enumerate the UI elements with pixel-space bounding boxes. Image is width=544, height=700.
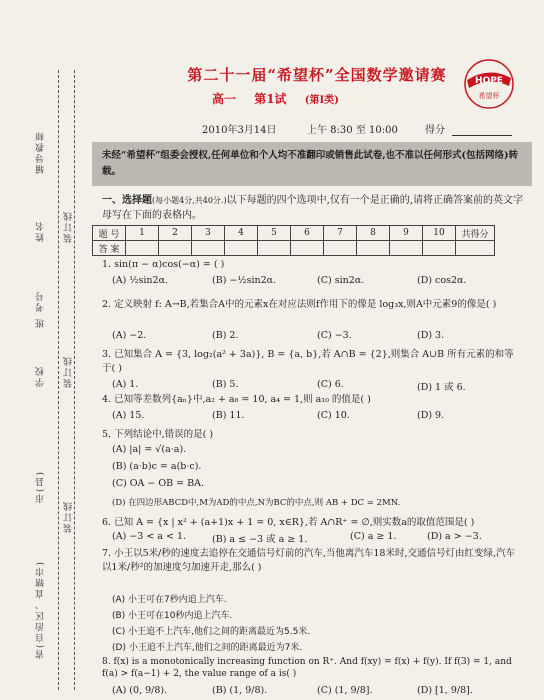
binding-label-school: 学校 xyxy=(36,365,46,387)
binding-label-line: 装订线 xyxy=(64,355,74,388)
section-1-heading xyxy=(102,193,527,223)
q4-option-a: (A) 15. xyxy=(112,410,145,421)
exam-title: 第二十一届“希望杯”全国数学邀请赛 xyxy=(187,66,447,84)
q8-option-a: (A) (0, 9/8). xyxy=(112,685,168,696)
q7-option-a: (A) 小王可在7秒内追上汽车. xyxy=(112,595,227,605)
table-cell: 10 xyxy=(423,226,456,241)
section-instruction: 以下每题的四个选项中,仅有一个是正确的,请将正确答案前的英文字母写在下面的表格内。 xyxy=(102,195,523,221)
binding-label-line: 装订线 xyxy=(64,500,74,533)
binding-label-tutor: 辅导教师 xyxy=(36,130,46,174)
answer-table xyxy=(92,225,495,256)
answer-cell[interactable] xyxy=(291,241,324,256)
table-cell: 共得分 xyxy=(456,226,495,241)
q3-option-a: (A) 1. xyxy=(112,379,139,390)
score-label: 得分 xyxy=(425,125,445,136)
table-cell: 8 xyxy=(357,226,390,241)
q3-option-c: (C) 6. xyxy=(317,379,344,390)
q4-option-c: (C) 10. xyxy=(317,410,350,421)
section-heading: 一、选择题 xyxy=(102,195,152,206)
score-blank xyxy=(452,125,512,136)
question-2: 2. 定义映射 f: A→B,若集合A中的元素x在对应法则f作用下的像是 log₃x,则A中元素9的像是( ) xyxy=(102,299,497,310)
exam-date: 2010年3月14日 xyxy=(202,125,277,136)
q5-option-d: (D) 在四边形ABCD中,M为AD的中点,N为BC的中点,则 AB + DC = 2MN. xyxy=(112,498,401,508)
q7-option-c: (C) 小王追不上汽车,他们之间的距离最近为5.5米. xyxy=(112,627,311,637)
binding-label-class: 班 考号 xyxy=(36,290,46,328)
answer-cell[interactable] xyxy=(456,241,495,256)
q2-option-a: (A) −2. xyxy=(112,330,147,341)
q5-option-b: (B) (a·b)c = a(b·c). xyxy=(112,461,202,472)
answer-cell[interactable] xyxy=(423,241,456,256)
table-cell: 7 xyxy=(324,226,357,241)
q4-option-b: (B) 11. xyxy=(212,410,245,421)
grade-label: 高一 xyxy=(212,92,237,106)
q2-option-b: (B) 2. xyxy=(212,330,239,341)
q1-option-a: (A) ½sin2α. xyxy=(112,275,169,286)
answer-cell[interactable] xyxy=(324,241,357,256)
table-cell: 5 xyxy=(258,226,291,241)
svg-text:HOPE: HOPE xyxy=(475,76,503,86)
table-cell: 9 xyxy=(390,226,423,241)
q6-option-c: (C) a ≥ 1. xyxy=(350,531,397,542)
answer-cell[interactable] xyxy=(258,241,291,256)
section-note: (每小题4分,共40分.) xyxy=(152,196,227,205)
answer-table-row xyxy=(93,241,495,256)
q5-option-c: (C) OA − OB = BA. xyxy=(112,478,204,489)
q1-option-d: (D) cos2α. xyxy=(417,275,467,286)
q1-option-b: (B) −½sin2α. xyxy=(212,275,277,286)
q8-option-b: (B) (1, 9/8). xyxy=(212,685,268,696)
table-cell: 4 xyxy=(225,226,258,241)
question-1: 1. sin(π − α)cos(−α) = ( ) xyxy=(102,259,225,270)
round-note: (第Ⅰ类) xyxy=(304,95,339,106)
q2-option-d: (D) 3. xyxy=(417,330,445,341)
q6-option-d: (D) a > −3. xyxy=(427,531,482,542)
q8-option-d: (D) [1, 9/8]. xyxy=(417,685,473,696)
question-7: 7. 小王以5米/秒的速度去追停在交通信号灯前的汽车,当他离汽车18米时,交通信号灯由红变绿,汽车以1米/秒²的加速度匀加速开走,那么( ) xyxy=(102,548,515,573)
q5-option-a: (A) |a| = √(a·a). xyxy=(112,444,187,455)
q4-option-d: (D) 9. xyxy=(417,410,445,421)
q6-option-a: (A) −3 < a < 1. xyxy=(112,531,187,542)
binding-label-line: 装订线 xyxy=(64,210,74,243)
q7-option-b: (B) 小王可在10秒内追上汽车. xyxy=(112,611,233,621)
question-5: 5. 下列结论中,错误的是( ) xyxy=(102,429,214,440)
exam-page xyxy=(92,0,532,700)
q1-option-c: (C) sin2α. xyxy=(317,275,365,286)
binding-label-city: 市(县) xyxy=(36,470,46,504)
answer-cell[interactable] xyxy=(225,241,258,256)
table-cell: 2 xyxy=(159,226,192,241)
table-cell: 题 号 xyxy=(93,226,126,241)
answer-cell[interactable] xyxy=(192,241,225,256)
q3-option-d: (D) 1 或 6. xyxy=(417,382,466,393)
table-cell: 答 案 xyxy=(93,241,126,256)
answer-cell[interactable] xyxy=(390,241,423,256)
exam-time: 上午 8:30 至 10:00 xyxy=(307,125,398,136)
q8-option-c: (C) (1, 9/8]. xyxy=(317,685,373,696)
question-8: 8. f(x) is a monotonically increasing function on R⁺. And f(xy) = f(x) + f(y). If f(3) = 1, and f(a) > f(a−1) + 2, the value range of a is( ) xyxy=(102,657,512,679)
binding-label-province: 省(自治区、直辖市) xyxy=(36,560,46,660)
exam-subtitle xyxy=(212,90,353,107)
hope-cup-logo-icon xyxy=(463,58,515,110)
answer-cell[interactable] xyxy=(159,241,192,256)
copyright-notice: 未经“希望杯”组委会授权,任何单位和个人均不准翻印或销售此试卷,也不准以任何形式(包括网络)转载。 xyxy=(92,142,532,186)
binding-dashed-line xyxy=(58,70,59,690)
q3-option-b: (B) 5. xyxy=(212,379,239,390)
table-cell: 3 xyxy=(192,226,225,241)
question-4: 4. 已知等差数列{aₙ}中,a₂ + a₈ = 10, a₄ = 1,则 a₁₀ 的值是( ) xyxy=(102,394,371,405)
q7-option-d: (D) 小王追不上汽车,他们之间的距离最近为7米. xyxy=(112,643,303,653)
score-field xyxy=(425,121,512,136)
question-3: 3. 已知集合 A = {3, log₂(a² + 3a)}, B = {a, b},若 A∩B = {2},则集合 A∪B 所有元素的和等于( ) xyxy=(102,349,514,374)
binding-margin xyxy=(0,0,92,700)
answer-cell[interactable] xyxy=(126,241,159,256)
table-cell: 6 xyxy=(291,226,324,241)
table-cell: 1 xyxy=(126,226,159,241)
question-6: 6. 已知 A = {x | x² + (a+1)x + 1 = 0, x∈R},若 A∩R⁺ = ∅,则实数a的取值范围是( ) xyxy=(102,517,475,528)
svg-text:希望杯: 希望杯 xyxy=(478,92,500,100)
answer-cell[interactable] xyxy=(357,241,390,256)
answer-table-header-row xyxy=(93,226,495,241)
round-label: 第1试 xyxy=(254,92,287,106)
binding-label-name: 姓名 xyxy=(36,220,46,242)
q6-option-b: (B) a ≤ −3 或 a ≥ 1. xyxy=(212,534,308,545)
q2-option-c: (C) −3. xyxy=(317,330,352,341)
